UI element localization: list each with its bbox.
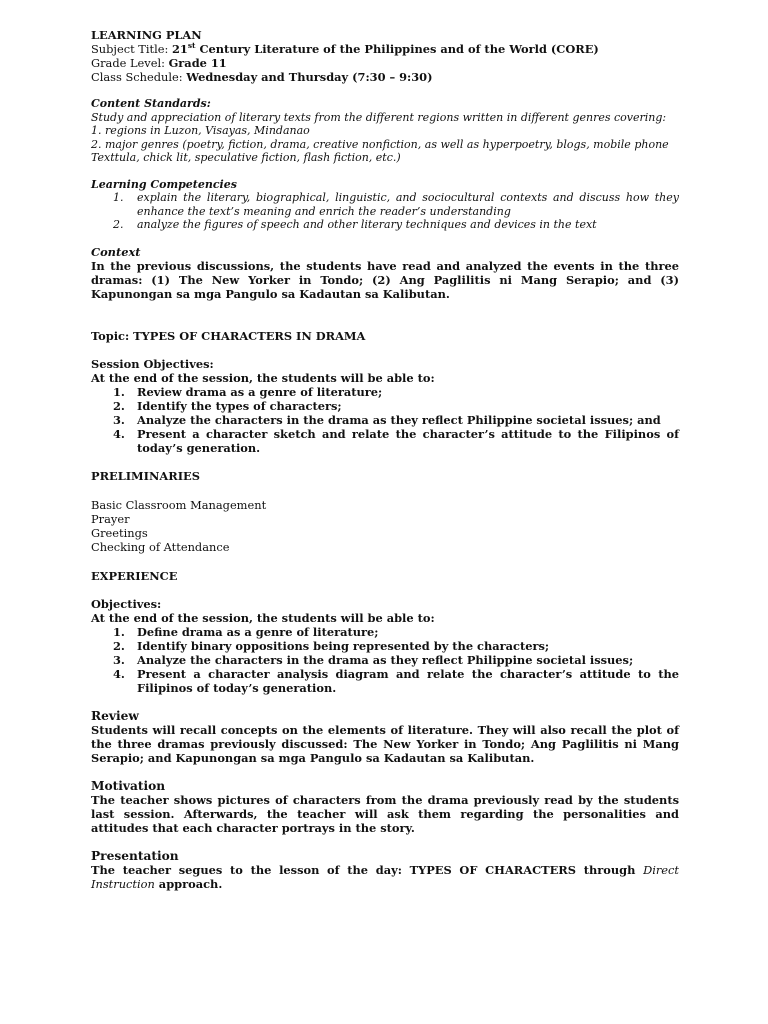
document-page: [91, 28, 679, 891]
grade-value: Grade 11: [168, 56, 227, 70]
item-text: Review drama as a genre of literature;: [137, 384, 383, 399]
subject-superscript: st: [187, 41, 196, 51]
experience-objectives-label: Objectives:: [91, 596, 162, 611]
session-objectives-list: [91, 385, 679, 455]
subject-title-text: Century Literature of the Philippines and of the World (CORE): [195, 42, 599, 56]
item-number: 3.: [113, 412, 125, 427]
schedule-line: [91, 70, 679, 84]
preliminaries-list: [91, 498, 679, 554]
list-item: [91, 191, 679, 218]
content-standards-line: 1. regions in Luzon, Visayas, Mindanao: [91, 124, 310, 137]
presentation-text-emphasis: Direct Instruction: [91, 862, 679, 891]
list-item: [91, 653, 679, 667]
presentation-text-end: approach.: [154, 876, 223, 891]
review-text: Students will recall concepts on the elements of literature. They will also recall the plot of the three dramas previously discussed: The New Yorker in Tondo; Ang Paglilitis ni Mang Serapio; and Kapunongan sa mga Pangulo sa Kadautan sa Kalibutan.: [91, 722, 679, 765]
item-number: 4.: [113, 666, 125, 681]
motivation-section: [91, 779, 679, 835]
list-item: Basic Classroom Management: [91, 497, 267, 512]
context-section: [91, 245, 679, 301]
item-text: Present a character analysis diagram and relate the character’s attitude to the Filipinos of today’s generation.: [137, 666, 679, 695]
item-text: Analyze the characters in the drama as they reflect Philippine societal issues;: [137, 652, 634, 667]
review-heading: Review: [91, 708, 139, 723]
plan-header: [91, 28, 679, 84]
competencies-list: [91, 191, 679, 232]
list-item: [91, 639, 679, 653]
item-number: 2.: [113, 398, 125, 413]
review-section: [91, 709, 679, 765]
subject-value: [172, 42, 599, 56]
experience-heading: EXPERIENCE: [91, 568, 178, 583]
topic-title: Topic: TYPES OF CHARACTERS IN DRAMA: [91, 328, 366, 343]
list-item: [91, 413, 679, 427]
grade-label: Grade Level:: [91, 56, 169, 70]
list-item: [91, 385, 679, 399]
item-text: Identify binary oppositions being represented by the characters;: [137, 638, 550, 653]
list-item: Checking of Attendance: [91, 539, 230, 554]
experience-intro: At the end of the session, the students will be able to:: [91, 610, 435, 625]
presentation-text: [91, 863, 679, 891]
content-standards-line: Study and appreciation of literary texts from the different regions written in different genres covering:: [91, 110, 667, 124]
grade-line: [91, 56, 679, 70]
content-standards-line: 2. major genres (poetry, fiction, drama, creative nonfiction, as well as hyperpoetry, blogs, mobile phone Texttula, chick lit, speculative fiction, flash fiction, etc.): [91, 137, 669, 164]
subject-number: 21: [171, 42, 188, 56]
presentation-text-start: The teacher segues to the lesson of the day: TYPES OF CHARACTERS through: [91, 862, 644, 877]
item-text: Analyze the characters in the drama as they reflect Philippine societal issues; and: [137, 412, 661, 427]
item-number: 3.: [113, 652, 125, 667]
presentation-heading: Presentation: [91, 848, 179, 863]
item-number: 2.: [113, 638, 125, 653]
content-standards: [91, 97, 679, 165]
context-text: In the previous discussions, the students have read and analyzed the events in the three dramas: (1) The New Yorker in Tondo; (2) Ang Paglilitis ni Mang Serapio; and (3) Kapunongan sa mga Pangulo sa Kadautan sa Kalibutan.: [91, 258, 679, 301]
item-text: Define drama as a genre of literature;: [137, 624, 379, 639]
session-objectives-label: Session Objectives:: [91, 356, 214, 371]
list-item: [91, 399, 679, 413]
context-label: Context: [91, 244, 141, 259]
item-number: 2.: [113, 218, 124, 231]
item-number: 4.: [113, 426, 125, 441]
item-number: 1.: [113, 384, 125, 399]
list-item: [91, 625, 679, 639]
item-text: Identify the types of characters;: [137, 398, 342, 413]
competencies-label: Learning Competencies: [91, 177, 237, 191]
list-item: Prayer: [91, 511, 130, 526]
plan-title: LEARNING PLAN: [91, 28, 202, 42]
list-item: Greetings: [91, 525, 148, 540]
list-item: [91, 667, 679, 695]
subject-label: Subject Title:: [91, 42, 172, 56]
learning-competencies: [91, 178, 679, 232]
presentation-section: [91, 849, 679, 891]
list-item: [91, 427, 679, 455]
motivation-text: The teacher shows pictures of characters from the drama previously read by the students last session. Afterwards, the teacher will ask them regarding the personalities and attitudes that each character portrays in the story.: [91, 792, 679, 835]
schedule-label: Class Schedule:: [91, 70, 187, 84]
item-text: explain the literary, biographical, linguistic, and sociocultural contexts and discuss how they enhance the text’s meaning and enrich the reader’s understanding: [137, 191, 679, 218]
experience-objectives-list: [91, 625, 679, 695]
schedule-value: Wednesday and Thursday (7:30 – 9:30): [186, 70, 433, 84]
experience-objectives: [91, 597, 679, 695]
item-text: Present a character sketch and relate the character’s attitude to the Filipinos of today’s generation.: [137, 426, 679, 455]
preliminaries-heading: PRELIMINARIES: [91, 468, 200, 483]
session-objectives: [91, 357, 679, 455]
item-number: 1.: [113, 624, 125, 639]
item-number: 1.: [113, 191, 124, 204]
session-intro: At the end of the session, the students will be able to:: [91, 370, 435, 385]
list-item: [91, 218, 679, 232]
content-standards-label: Content Standards:: [91, 97, 211, 110]
item-text: analyze the figures of speech and other literary techniques and devices in the text: [137, 218, 597, 231]
motivation-heading: Motivation: [91, 778, 166, 793]
subject-line: [91, 42, 679, 56]
